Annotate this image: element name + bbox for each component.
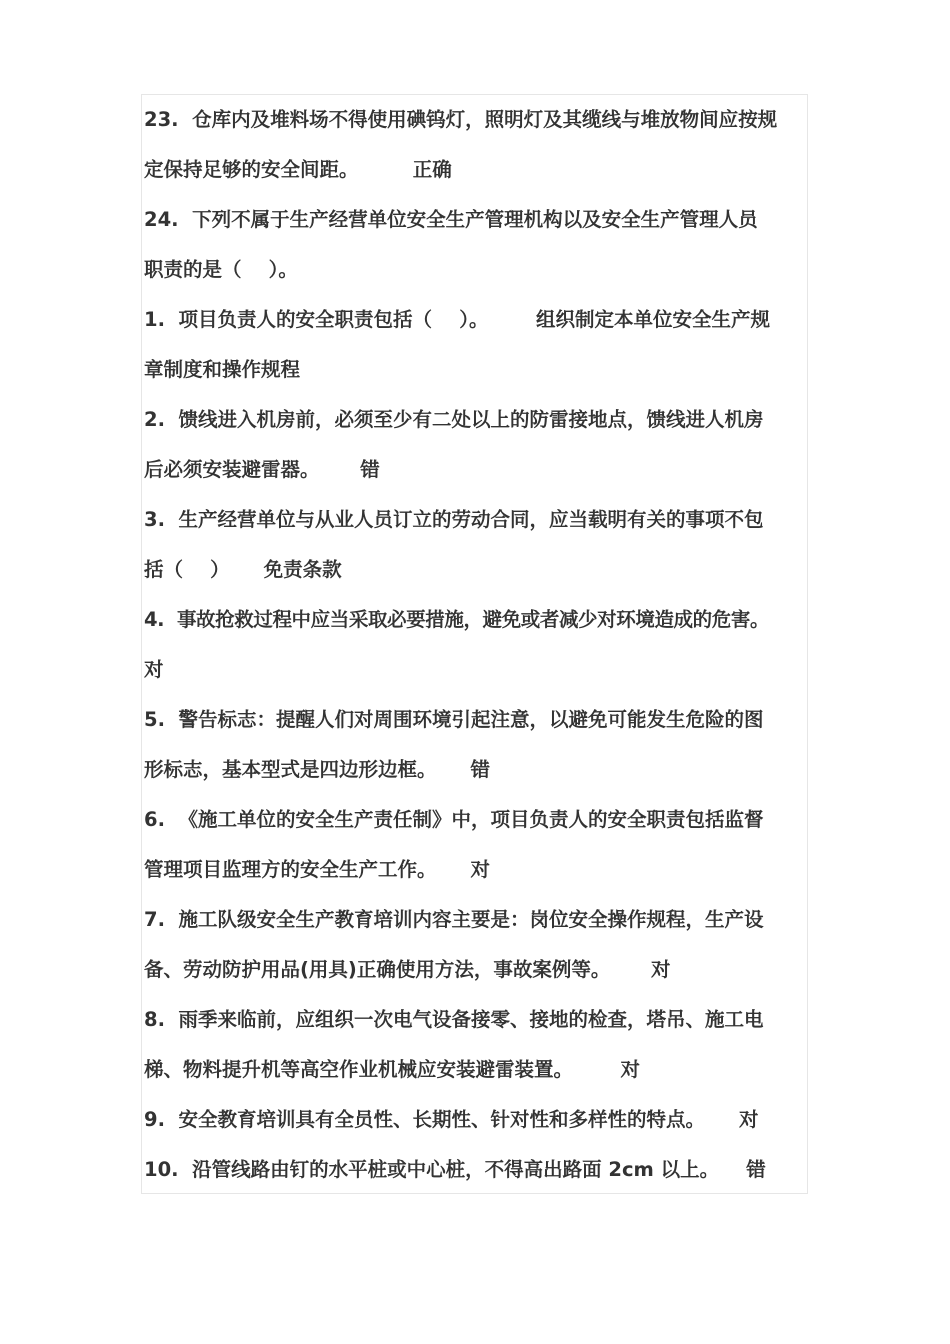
text-line: 3. 生产经营单位与从业人员订立的劳动合同，应当载明有关的事项不包: [144, 508, 764, 531]
text-line: 管理项目监理方的安全生产工作。 对: [144, 858, 490, 881]
text-line: 2. 馈线进入机房前，必须至少有二处以上的防雷接地点，馈线进人机房: [144, 408, 764, 431]
text-line: 章制度和操作规程: [144, 358, 301, 381]
text-line: 4. 事故抢救过程中应当采取必要措施，避免或者减少对环境造成的危害。: [144, 608, 770, 631]
text-line: 定保持足够的安全间距。 正确: [144, 158, 452, 181]
text-line: 9. 安全教育培训具有全员性、长期性、针对性和多样性的特点。 对: [144, 1108, 759, 1131]
text-line: 职责的是（ ）。: [144, 258, 298, 281]
text-line: 8. 雨季来临前，应组织一次电气设备接零、接地的检查，塔吊、施工电: [144, 1008, 764, 1031]
text-line: 7. 施工队级安全生产教育培训内容主要是：岗位安全操作规程，生产设: [144, 908, 764, 931]
text-line: 对: [144, 658, 164, 681]
text-line: 梯、物料提升机等高空作业机械应安装避雷装置。 对: [144, 1058, 641, 1081]
text-line: 5. 警告标志：提醒人们对周围环境引起注意，以避免可能发生危险的图: [144, 708, 764, 731]
text-line: 24. 下列不属于生产经营单位安全生产管理机构以及安全生产管理人员: [144, 208, 758, 231]
text-line: 1. 项目负责人的安全职责包括（ ）。 组织制定本单位安全生产规: [144, 308, 770, 331]
text-line: 备、劳动防护用品(用具)正确使用方法，事故案例等。 对: [144, 958, 671, 981]
document-body: [144, 95, 809, 1195]
text-line: 6. 《施工单位的安全生产责任制》中，项目负责人的安全职责包括监督: [144, 808, 764, 831]
text-line: 形标志，基本型式是四边形边框。 错: [144, 758, 490, 781]
text-line: 后必须安装避雷器。 错: [144, 458, 380, 481]
text-line: 10. 沿管线路由钉的水平桩或中心桩，不得高出路面 2cm 以上。 错: [144, 1158, 766, 1181]
text-line: 23. 仓库内及堆料场不得使用碘钨灯，照明灯及其缆线与堆放物间应按规: [144, 108, 778, 131]
text-line: 括（ ） 免责条款: [144, 558, 342, 581]
